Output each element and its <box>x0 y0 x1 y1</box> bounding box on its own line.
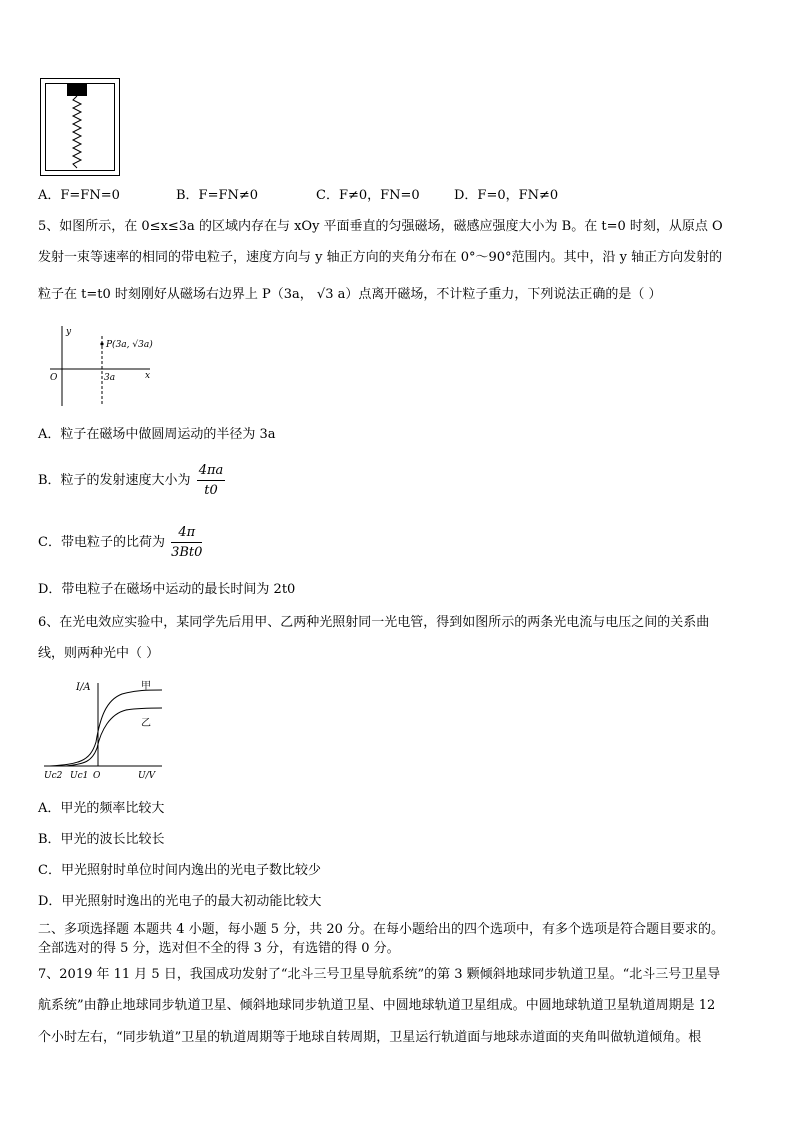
magnetic-field-figure <box>40 322 170 410</box>
q5-line-2: 发射一束等速率的相同的带电粒子，速度方向与 y 轴正方向的夹角分布在 0°～90°范围内。其中，沿 y 轴正方向发射的 <box>38 250 723 265</box>
point-p-label: P(3a, √3a) <box>106 340 153 350</box>
q6-line-2: 线，则两种光中（ ） <box>38 646 160 661</box>
q6-option-a: A．甲光的频率比较大 <box>38 801 165 816</box>
q5-option-b-fraction <box>197 463 226 498</box>
q6-line-1: 6、在光电效应实验中，某同学先后用甲、乙两种光照射同一光电管，得到如图所示的两条光电流与电压之间的关系曲 <box>38 615 710 630</box>
fraction-denominator: t0 <box>204 483 218 498</box>
q7-line-1: 7、2019 年 11 月 5 日，我国成功发射了“北斗三号卫星导航系统”的第 3 颗倾斜地球同步轨道卫星。“北斗三号卫星导 <box>38 967 721 982</box>
uc2-label: Uc2 <box>44 771 63 781</box>
origin-label: O <box>50 373 58 383</box>
q4-option-c: C．F≠0，FN=0 <box>316 188 420 203</box>
q6-option-b: B．甲光的波长比较长 <box>38 832 165 847</box>
q5-option-c-text: C．带电粒子的比荷为 <box>38 535 165 550</box>
x-axis-label: x <box>145 371 151 381</box>
q4-option-b: B．F=FN≠0 <box>176 188 259 203</box>
q6-option-d: D．甲光照射时逸出的光电子的最大初动能比较大 <box>38 894 322 909</box>
fraction-numerator: 4π <box>171 525 202 543</box>
q5-option-b <box>38 460 225 502</box>
curve-yi-label: 乙 <box>141 718 151 729</box>
q5-line-1: 5、如图所示，在 0≤x≤3a 的区域内存在与 xOy 平面垂直的匀强磁场，磁感应强度大小为 B。在 t=0 时刻，从原点 O <box>38 219 723 234</box>
fraction-denominator: 3Bt0 <box>171 545 203 560</box>
voltage-axis-label: U/V <box>138 771 156 781</box>
q5-option-d: D．带电粒子在磁场中运动的最长时间为 2t0 <box>38 582 296 597</box>
q5-option-c-fraction <box>171 525 202 560</box>
photoelectric-curve-figure <box>40 678 175 783</box>
q4-option-a: A．F=FN=0 <box>38 188 120 203</box>
q7-line-3: 个小时左右，“同步轨道”卫星的轨道周期等于地球自转周期，卫星运行轨道面与地球赤道面的夹角叫做轨道倾角。根 <box>38 1030 702 1045</box>
current-axis-label: I/A <box>76 682 91 693</box>
y-axis-label: y <box>66 327 72 337</box>
fraction-numerator: 4πa <box>197 463 226 481</box>
q4-option-d: D．F=0，FN≠0 <box>454 188 559 203</box>
uc1-label: Uc1 <box>70 771 89 781</box>
q5-option-c <box>38 522 202 564</box>
section-2-heading-line-1: 二、多项选择题 本题共 4 小题，每小题 5 分，共 20 分。在每小题给出的四个选项中，有多个选项是符合题目要求的。 <box>38 922 725 937</box>
spring-box-figure <box>40 78 120 176</box>
q7-line-2: 航系统”由静止地球同步轨道卫星、倾斜地球同步轨道卫星、中圆地球轨道卫星组成。中圆地球轨道卫星轨道周期是 12 <box>38 998 716 1013</box>
q5-line-3: 粒子在 t=t0 时刻刚好从磁场右边界上 P（3a， √3 a）点离开磁场，不计粒子重力，下列说法正确的是（ ） <box>38 287 662 302</box>
curve-jia-label: 甲 <box>141 681 151 692</box>
q5-option-b-text: B．粒子的发射速度大小为 <box>38 473 191 488</box>
origin-label: O <box>93 771 101 781</box>
q6-option-c: C．甲光照射时单位时间内逸出的光电子数比较少 <box>38 863 321 878</box>
three-a-label: 3a <box>104 373 116 383</box>
section-2-heading-line-2: 全部选对的得 5 分，选对但不全的得 3 分，有选错的得 0 分。 <box>38 941 400 956</box>
q5-option-a: A．粒子在磁场中做圆周运动的半径为 3a <box>38 427 276 442</box>
